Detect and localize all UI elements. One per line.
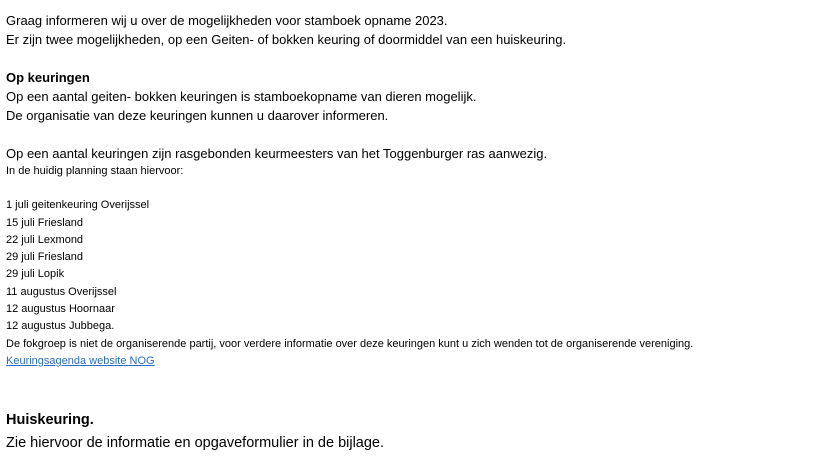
list-item: 29 juli Friesland <box>6 251 84 264</box>
planning-intro: In de huidig planning staan hiervoor: <box>6 165 184 177</box>
keuringsagenda-link[interactable]: Keuringsagenda website NOG <box>6 354 155 367</box>
keuringen-line-2: De organisatie van deze keuringen kunnen u daarover informeren. <box>6 108 389 123</box>
spacer <box>6 180 826 197</box>
intro-line-2: Er zijn twee mogelijkheden, op een Geiten- of bokken keuring of doormiddel van een huiskeuring. <box>6 32 567 47</box>
section-heading-op-keuringen: Op keuringen <box>6 70 90 85</box>
disclaimer-text: De fokgroep is niet de organiserende partij, voor verdere informatie over deze keuringen kunt u zich wenden tot de organiserende vereniging. <box>6 337 694 350</box>
keuringen-line-3: Op een aantal keuringen zijn rasgebonden keurmeesters van het Toggenburger ras aanwezig. <box>6 146 548 161</box>
document-body <box>6 0 826 455</box>
keuringsagenda-link-wrapper <box>6 353 826 370</box>
list-item: 29 juli Lopik <box>6 268 65 281</box>
spacer <box>6 49 826 68</box>
list-item: 12 augustus Hoornaar <box>6 303 115 316</box>
list-item: 15 juli Friesland <box>6 216 84 229</box>
schedule-list <box>6 197 826 335</box>
spacer-top <box>6 0 826 11</box>
list-item: 11 augustus Overijssel <box>6 285 117 298</box>
huiskeuring-line-1: Zie hiervoor de informatie en opgaveformulier in de bijlage. <box>6 435 385 452</box>
list-item: 12 augustus Jubbega. <box>6 320 115 333</box>
intro-line-1: Graag informeren wij u over de mogelijkheden voor stamboek opname 2023. <box>6 13 448 28</box>
spacer <box>6 370 826 409</box>
keuringen-line-1: Op een aantal geiten- bokken keuringen is stamboekopname van dieren mogelijk. <box>6 89 477 104</box>
list-item: 1 juli geitenkeuring Overijssel <box>6 199 150 212</box>
spacer <box>6 125 826 144</box>
section-heading-huiskeuring: Huiskeuring. <box>6 412 94 429</box>
list-item: 22 juli Lexmond <box>6 233 84 246</box>
